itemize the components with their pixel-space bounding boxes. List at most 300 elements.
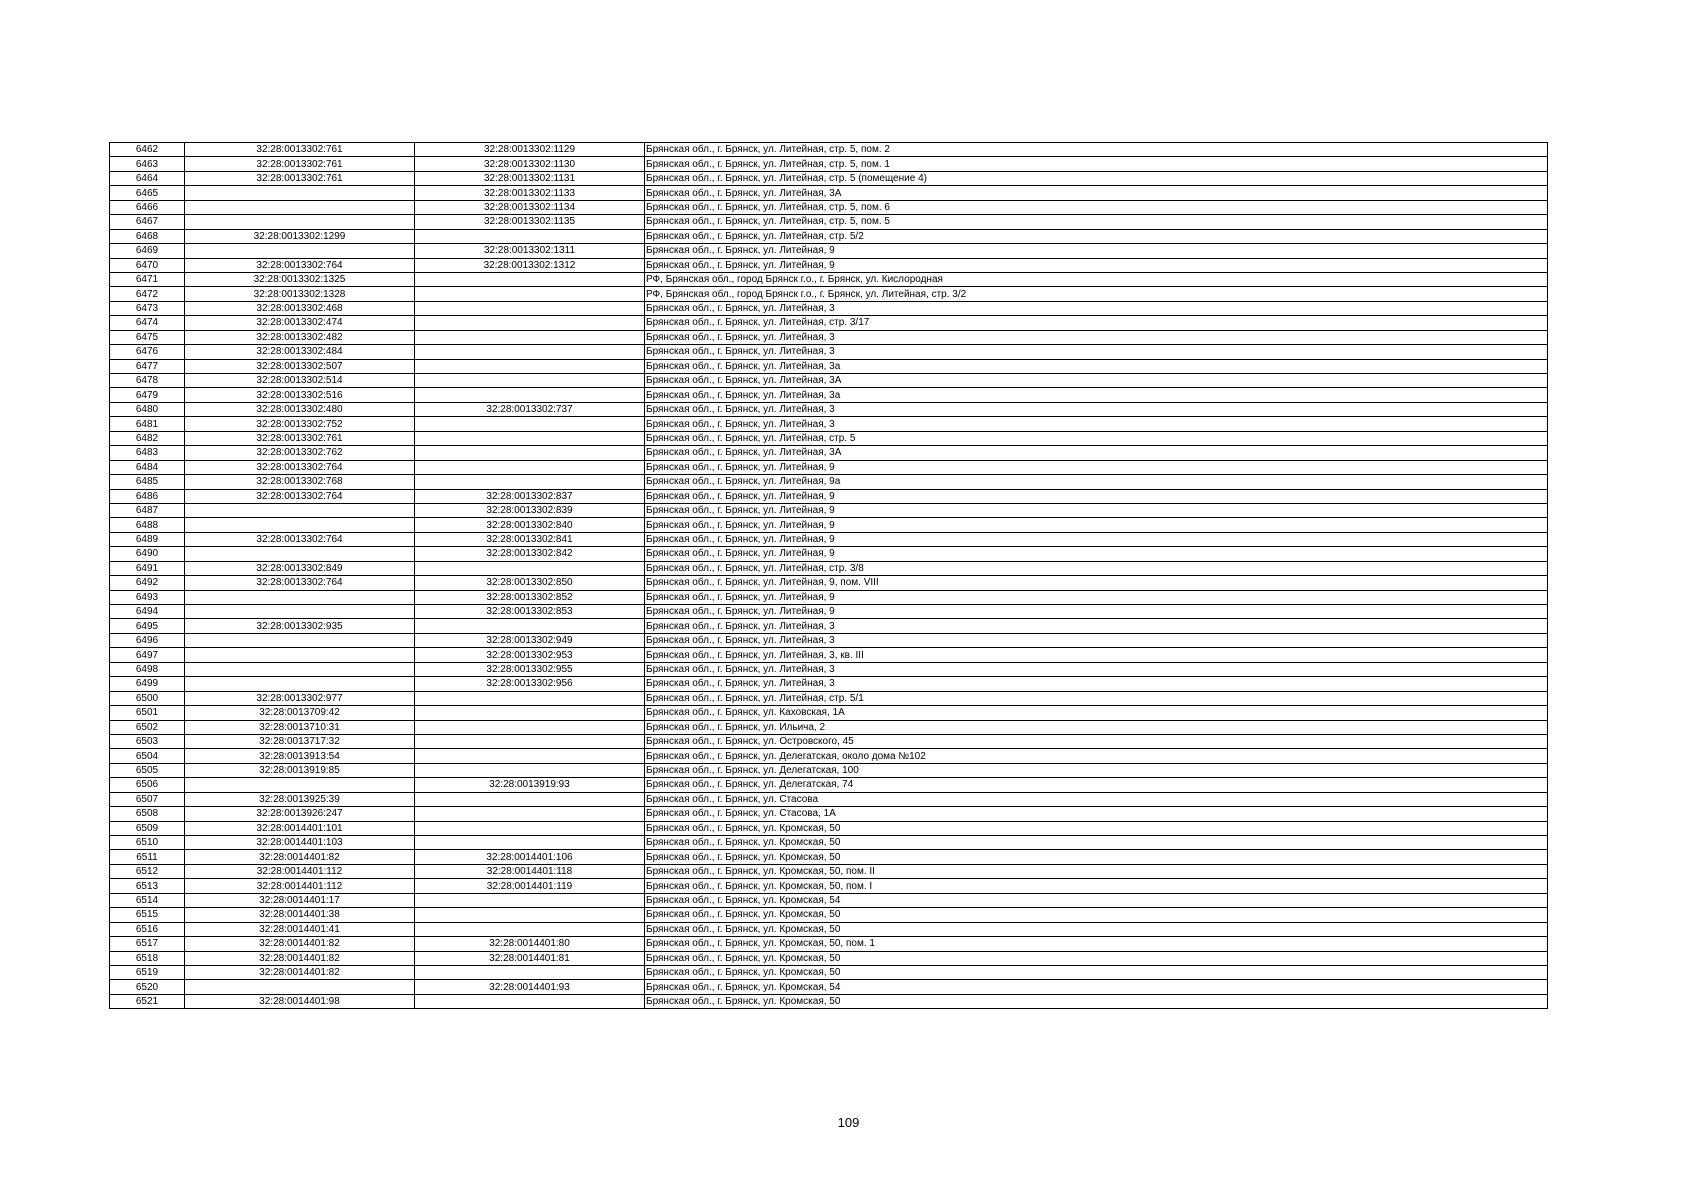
parcel-number-cell: 32:28:0014401:101 — [185, 821, 415, 835]
table-row — [110, 951, 1548, 965]
table-row — [110, 879, 1548, 893]
parcel-number-cell: 32:28:0013302:762 — [185, 446, 415, 460]
parcel-number-cell: 32:28:0014401:17 — [185, 893, 415, 907]
parcel-number-cell: 32:28:0013302:977 — [185, 691, 415, 705]
table-row — [110, 677, 1548, 691]
address-cell: Брянская обл., г. Брянск, ул. Литейная, 9 — [645, 503, 1548, 517]
row-number-cell: 6479 — [110, 388, 185, 402]
page-number: 109 — [837, 1115, 860, 1130]
row-number-cell: 6470 — [110, 258, 185, 272]
row-number-cell: 6516 — [110, 922, 185, 936]
table-row — [110, 605, 1548, 619]
row-number-cell: 6462 — [110, 143, 185, 157]
address-cell: Брянская обл., г. Брянск, ул. Ильича, 2 — [645, 720, 1548, 734]
address-cell: Брянская обл., г. Брянск, ул. Литейная, стр. 5, пом. 6 — [645, 200, 1548, 214]
object-number-cell — [415, 475, 645, 489]
table-row — [110, 994, 1548, 1008]
table-row — [110, 258, 1548, 272]
row-number-cell: 6512 — [110, 864, 185, 878]
table-row — [110, 518, 1548, 532]
address-cell: Брянская обл., г. Брянск, ул. Делегатская, 100 — [645, 763, 1548, 777]
table-row — [110, 749, 1548, 763]
row-number-cell: 6482 — [110, 431, 185, 445]
object-number-cell: 32:28:0014401:80 — [415, 937, 645, 951]
object-number-cell — [415, 272, 645, 286]
object-number-cell — [415, 836, 645, 850]
row-number-cell: 6496 — [110, 633, 185, 647]
address-cell: Брянская обл., г. Брянск, ул. Литейная, стр. 5/2 — [645, 229, 1548, 243]
row-number-cell: 6511 — [110, 850, 185, 864]
address-cell: Брянская обл., г. Брянск, ул. Литейная, стр. 5, пом. 1 — [645, 157, 1548, 171]
parcel-number-cell — [185, 186, 415, 200]
parcel-number-cell — [185, 215, 415, 229]
table-row — [110, 171, 1548, 185]
row-number-cell: 6510 — [110, 836, 185, 850]
parcel-number-cell: 32:28:0013302:764 — [185, 460, 415, 474]
object-number-cell — [415, 893, 645, 907]
row-number-cell: 6474 — [110, 316, 185, 330]
address-cell: Брянская обл., г. Брянск, ул. Стасова — [645, 792, 1548, 806]
row-number-cell: 6487 — [110, 503, 185, 517]
address-cell: Брянская обл., г. Брянск, ул. Кромская, 50, пом. I — [645, 879, 1548, 893]
object-number-cell — [415, 691, 645, 705]
row-number-cell: 6469 — [110, 244, 185, 258]
address-cell: Брянская обл., г. Брянск, ул. Кромская, 50 — [645, 850, 1548, 864]
parcel-number-cell — [185, 547, 415, 561]
address-cell: Брянская обл., г. Брянск, ул. Литейная, 3А — [645, 374, 1548, 388]
object-number-cell — [415, 763, 645, 777]
table-row — [110, 619, 1548, 633]
parcel-number-cell: 32:28:0013302:764 — [185, 576, 415, 590]
object-number-cell — [415, 316, 645, 330]
parcel-number-cell — [185, 605, 415, 619]
address-cell: Брянская обл., г. Брянск, ул. Литейная, 9 — [645, 460, 1548, 474]
parcel-number-cell: 32:28:0014401:103 — [185, 836, 415, 850]
parcel-number-cell: 32:28:0013302:752 — [185, 417, 415, 431]
parcel-number-cell: 32:28:0013302:514 — [185, 374, 415, 388]
row-number-cell: 6501 — [110, 706, 185, 720]
parcel-number-cell: 32:28:0014401:112 — [185, 879, 415, 893]
parcel-number-cell: 32:28:0013302:764 — [185, 532, 415, 546]
address-cell: Брянская обл., г. Брянск, ул. Кромская, 54 — [645, 893, 1548, 907]
address-cell: Брянская обл., г. Брянск, ул. Литейная, стр. 3/8 — [645, 561, 1548, 575]
object-number-cell — [415, 720, 645, 734]
table-row — [110, 503, 1548, 517]
row-number-cell: 6467 — [110, 215, 185, 229]
parcel-number-cell: 32:28:0013913:54 — [185, 749, 415, 763]
table-row — [110, 345, 1548, 359]
object-number-cell: 32:28:0013302:1130 — [415, 157, 645, 171]
address-cell: Брянская обл., г. Брянск, ул. Кромская, 50, пом. 1 — [645, 937, 1548, 951]
parcel-number-cell: 32:28:0013302:764 — [185, 489, 415, 503]
row-number-cell: 6493 — [110, 590, 185, 604]
address-cell: Брянская обл., г. Брянск, ул. Литейная, 3 — [645, 677, 1548, 691]
table-row — [110, 215, 1548, 229]
object-number-cell — [415, 749, 645, 763]
row-number-cell: 6480 — [110, 402, 185, 416]
parcel-number-cell: 32:28:0013717:32 — [185, 734, 415, 748]
row-number-cell: 6465 — [110, 186, 185, 200]
address-cell: Брянская обл., г. Брянск, ул. Литейная, 3А — [645, 186, 1548, 200]
object-number-cell: 32:28:0013302:852 — [415, 590, 645, 604]
address-cell: Брянская обл., г. Брянск, ул. Литейная, 3 — [645, 417, 1548, 431]
row-number-cell: 6509 — [110, 821, 185, 835]
table-row — [110, 532, 1548, 546]
object-number-cell — [415, 374, 645, 388]
address-cell: Брянская обл., г. Брянск, ул. Каховская, 1А — [645, 706, 1548, 720]
table-row — [110, 475, 1548, 489]
row-number-cell: 6503 — [110, 734, 185, 748]
table-row — [110, 720, 1548, 734]
address-cell: Брянская обл., г. Брянск, ул. Литейная, 3, кв. III — [645, 648, 1548, 662]
row-number-cell: 6495 — [110, 619, 185, 633]
address-cell: Брянская обл., г. Брянск, ул. Литейная, 9 — [645, 590, 1548, 604]
object-number-cell — [415, 417, 645, 431]
parcel-number-cell: 32:28:0013710:31 — [185, 720, 415, 734]
table-row — [110, 402, 1548, 416]
row-number-cell: 6502 — [110, 720, 185, 734]
table-row — [110, 330, 1548, 344]
table-row — [110, 821, 1548, 835]
row-number-cell: 6494 — [110, 605, 185, 619]
object-number-cell — [415, 229, 645, 243]
parcel-number-cell — [185, 244, 415, 258]
parcel-number-cell: 32:28:0013302:935 — [185, 619, 415, 633]
parcel-number-cell — [185, 662, 415, 676]
table-row — [110, 763, 1548, 777]
table-row — [110, 301, 1548, 315]
parcel-number-cell: 32:28:0014401:41 — [185, 922, 415, 936]
object-number-cell — [415, 807, 645, 821]
row-number-cell: 6505 — [110, 763, 185, 777]
address-cell: Брянская обл., г. Брянск, ул. Литейная, 3а — [645, 388, 1548, 402]
table-row — [110, 374, 1548, 388]
table-row — [110, 706, 1548, 720]
table-row — [110, 807, 1548, 821]
table-row — [110, 792, 1548, 806]
parcel-number-cell: 32:28:0013925:39 — [185, 792, 415, 806]
address-cell: Брянская обл., г. Брянск, ул. Литейная, 9 — [645, 489, 1548, 503]
row-number-cell: 6484 — [110, 460, 185, 474]
object-number-cell: 32:28:0013919:93 — [415, 778, 645, 792]
row-number-cell: 6519 — [110, 965, 185, 979]
object-number-cell — [415, 908, 645, 922]
parcel-number-cell: 32:28:0013709:42 — [185, 706, 415, 720]
object-number-cell: 32:28:0013302:1129 — [415, 143, 645, 157]
parcel-number-cell: 32:28:0013302:768 — [185, 475, 415, 489]
table-row — [110, 244, 1548, 258]
object-number-cell: 32:28:0013302:1134 — [415, 200, 645, 214]
address-cell: Брянская обл., г. Брянск, ул. Кромская, 50 — [645, 836, 1548, 850]
object-number-cell: 32:28:0013302:1135 — [415, 215, 645, 229]
row-number-cell: 6481 — [110, 417, 185, 431]
table-row — [110, 229, 1548, 243]
table-row — [110, 446, 1548, 460]
table-row — [110, 590, 1548, 604]
object-number-cell: 32:28:0013302:1312 — [415, 258, 645, 272]
object-number-cell — [415, 619, 645, 633]
table-row — [110, 850, 1548, 864]
row-number-cell: 6486 — [110, 489, 185, 503]
parcel-number-cell: 32:28:0013302:849 — [185, 561, 415, 575]
object-number-cell: 32:28:0014401:118 — [415, 864, 645, 878]
address-cell: Брянская обл., г. Брянск, ул. Кромская, 50 — [645, 821, 1548, 835]
address-cell: Брянская обл., г. Брянск, ул. Делегатская, около дома №102 — [645, 749, 1548, 763]
object-number-cell: 32:28:0013302:1131 — [415, 171, 645, 185]
table-row — [110, 662, 1548, 676]
table-row — [110, 864, 1548, 878]
address-cell: Брянская обл., г. Брянск, ул. Делегатская, 74 — [645, 778, 1548, 792]
table-row — [110, 937, 1548, 951]
object-number-cell — [415, 922, 645, 936]
table-body — [110, 143, 1548, 1009]
parcel-number-cell: 32:28:0013302:761 — [185, 143, 415, 157]
row-number-cell: 6506 — [110, 778, 185, 792]
parcel-number-cell: 32:28:0014401:82 — [185, 937, 415, 951]
address-cell: Брянская обл., г. Брянск, ул. Литейная, 3 — [645, 301, 1548, 315]
address-cell: Брянская обл., г. Брянск, ул. Литейная, стр. 3/17 — [645, 316, 1548, 330]
object-number-cell — [415, 706, 645, 720]
table-row — [110, 633, 1548, 647]
address-cell: Брянская обл., г. Брянск, ул. Литейная, 9 — [645, 547, 1548, 561]
table-row — [110, 965, 1548, 979]
parcel-number-cell: 32:28:0014401:112 — [185, 864, 415, 878]
object-number-cell — [415, 431, 645, 445]
parcel-number-cell: 32:28:0013302:761 — [185, 431, 415, 445]
parcel-number-cell: 32:28:0013302:761 — [185, 157, 415, 171]
object-number-cell: 32:28:0013302:1133 — [415, 186, 645, 200]
table-row — [110, 460, 1548, 474]
row-number-cell: 6483 — [110, 446, 185, 460]
object-number-cell: 32:28:0013302:737 — [415, 402, 645, 416]
row-number-cell: 6473 — [110, 301, 185, 315]
table-row — [110, 836, 1548, 850]
parcel-number-cell — [185, 633, 415, 647]
row-number-cell: 6513 — [110, 879, 185, 893]
address-cell: Брянская обл., г. Брянск, ул. Литейная, 3 — [645, 633, 1548, 647]
parcel-number-cell: 32:28:0013302:468 — [185, 301, 415, 315]
address-cell: Брянская обл., г. Брянск, ул. Литейная, стр. 5 — [645, 431, 1548, 445]
parcel-number-cell: 32:28:0014401:82 — [185, 965, 415, 979]
address-cell: Брянская обл., г. Брянск, ул. Литейная, 3 — [645, 330, 1548, 344]
row-number-cell: 6476 — [110, 345, 185, 359]
address-cell: Брянская обл., г. Брянск, ул. Кромская, 50 — [645, 922, 1548, 936]
table-row — [110, 489, 1548, 503]
object-number-cell: 32:28:0013302:949 — [415, 633, 645, 647]
object-number-cell: 32:28:0013302:842 — [415, 547, 645, 561]
table-row — [110, 893, 1548, 907]
object-number-cell: 32:28:0013302:955 — [415, 662, 645, 676]
object-number-cell — [415, 460, 645, 474]
object-number-cell — [415, 994, 645, 1008]
object-number-cell: 32:28:0014401:119 — [415, 879, 645, 893]
address-cell: Брянская обл., г. Брянск, ул. Литейная, 3 — [645, 402, 1548, 416]
table-row — [110, 648, 1548, 662]
row-number-cell: 6518 — [110, 951, 185, 965]
parcel-number-cell: 32:28:0013919:85 — [185, 763, 415, 777]
row-number-cell: 6504 — [110, 749, 185, 763]
table-row — [110, 157, 1548, 171]
row-number-cell: 6488 — [110, 518, 185, 532]
parcel-number-cell: 32:28:0013302:1299 — [185, 229, 415, 243]
parcel-number-cell: 32:28:0013302:764 — [185, 258, 415, 272]
table-row — [110, 922, 1548, 936]
object-number-cell — [415, 359, 645, 373]
parcel-number-cell: 32:28:0013302:484 — [185, 345, 415, 359]
object-number-cell — [415, 446, 645, 460]
cadastral-table — [109, 142, 1548, 1009]
row-number-cell: 6491 — [110, 561, 185, 575]
row-number-cell: 6520 — [110, 980, 185, 994]
row-number-cell: 6497 — [110, 648, 185, 662]
address-cell: Брянская обл., г. Брянск, ул. Литейная, стр. 5/1 — [645, 691, 1548, 705]
address-cell: Брянская обл., г. Брянск, ул. Литейная, стр. 5, пом. 2 — [645, 143, 1548, 157]
object-number-cell — [415, 561, 645, 575]
object-number-cell: 32:28:0014401:81 — [415, 951, 645, 965]
row-number-cell: 6521 — [110, 994, 185, 1008]
table-row — [110, 417, 1548, 431]
parcel-number-cell: 32:28:0013302:474 — [185, 316, 415, 330]
row-number-cell: 6490 — [110, 547, 185, 561]
table-row — [110, 431, 1548, 445]
address-cell: Брянская обл., г. Брянск, ул. Литейная, стр. 5 (помещение 4) — [645, 171, 1548, 185]
address-cell: Брянская обл., г. Брянск, ул. Литейная, 9 — [645, 605, 1548, 619]
table-row — [110, 576, 1548, 590]
address-cell: Брянская обл., г. Брянск, ул. Литейная, стр. 5, пом. 5 — [645, 215, 1548, 229]
row-number-cell: 6500 — [110, 691, 185, 705]
object-number-cell — [415, 792, 645, 806]
parcel-number-cell: 32:28:0014401:82 — [185, 951, 415, 965]
parcel-number-cell: 32:28:0014401:38 — [185, 908, 415, 922]
address-cell: Брянская обл., г. Брянск, ул. Литейная, 9 — [645, 518, 1548, 532]
object-number-cell: 32:28:0013302:1311 — [415, 244, 645, 258]
object-number-cell — [415, 345, 645, 359]
row-number-cell: 6492 — [110, 576, 185, 590]
table-row — [110, 186, 1548, 200]
address-cell: Брянская обл., г. Брянск, ул. Островского, 45 — [645, 734, 1548, 748]
object-number-cell — [415, 287, 645, 301]
address-cell: Брянская обл., г. Брянск, ул. Литейная, 3 — [645, 662, 1548, 676]
row-number-cell: 6514 — [110, 893, 185, 907]
object-number-cell — [415, 965, 645, 979]
object-number-cell: 32:28:0013302:839 — [415, 503, 645, 517]
object-number-cell: 32:28:0013302:953 — [415, 648, 645, 662]
table-row — [110, 691, 1548, 705]
address-cell: РФ, Брянская обл., город Брянск г.о., г. Брянск, ул. Литейная, стр. 3/2 — [645, 287, 1548, 301]
row-number-cell: 6508 — [110, 807, 185, 821]
address-cell: Брянская обл., г. Брянск, ул. Кромская, 50, пом. II — [645, 864, 1548, 878]
address-cell: РФ, Брянская обл., город Брянск г.о., г. Брянск, ул. Кислородная — [645, 272, 1548, 286]
parcel-number-cell: 32:28:0013926:247 — [185, 807, 415, 821]
parcel-number-cell: 32:28:0013302:516 — [185, 388, 415, 402]
parcel-number-cell: 32:28:0014401:82 — [185, 850, 415, 864]
row-number-cell: 6471 — [110, 272, 185, 286]
row-number-cell: 6468 — [110, 229, 185, 243]
parcel-number-cell: 32:28:0013302:1325 — [185, 272, 415, 286]
address-cell: Брянская обл., г. Брянск, ул. Литейная, 9 — [645, 258, 1548, 272]
parcel-number-cell — [185, 503, 415, 517]
address-cell: Брянская обл., г. Брянск, ул. Литейная, 3 — [645, 619, 1548, 633]
row-number-cell: 6498 — [110, 662, 185, 676]
row-number-cell: 6463 — [110, 157, 185, 171]
table-row — [110, 734, 1548, 748]
object-number-cell: 32:28:0013302:850 — [415, 576, 645, 590]
parcel-number-cell: 32:28:0013302:1328 — [185, 287, 415, 301]
parcel-number-cell: 32:28:0013302:482 — [185, 330, 415, 344]
parcel-number-cell: 32:28:0013302:761 — [185, 171, 415, 185]
row-number-cell: 6517 — [110, 937, 185, 951]
address-cell: Брянская обл., г. Брянск, ул. Кромская, 50 — [645, 994, 1548, 1008]
table-row — [110, 272, 1548, 286]
address-cell: Брянская обл., г. Брянск, ул. Кромская, 50 — [645, 908, 1548, 922]
table-row — [110, 908, 1548, 922]
address-cell: Брянская обл., г. Брянск, ул. Литейная, 3а — [645, 359, 1548, 373]
object-number-cell — [415, 734, 645, 748]
row-number-cell: 6477 — [110, 359, 185, 373]
row-number-cell: 6475 — [110, 330, 185, 344]
object-number-cell: 32:28:0013302:840 — [415, 518, 645, 532]
object-number-cell: 32:28:0013302:956 — [415, 677, 645, 691]
table-row — [110, 143, 1548, 157]
parcel-number-cell — [185, 648, 415, 662]
row-number-cell: 6515 — [110, 908, 185, 922]
object-number-cell — [415, 330, 645, 344]
address-cell: Брянская обл., г. Брянск, ул. Кромская, 50 — [645, 965, 1548, 979]
row-number-cell: 6478 — [110, 374, 185, 388]
table-row — [110, 561, 1548, 575]
row-number-cell: 6507 — [110, 792, 185, 806]
row-number-cell: 6499 — [110, 677, 185, 691]
address-cell: Брянская обл., г. Брянск, ул. Литейная, 9, пом. VIII — [645, 576, 1548, 590]
parcel-number-cell — [185, 518, 415, 532]
object-number-cell: 32:28:0013302:853 — [415, 605, 645, 619]
parcel-number-cell — [185, 778, 415, 792]
row-number-cell: 6466 — [110, 200, 185, 214]
object-number-cell: 32:28:0014401:106 — [415, 850, 645, 864]
address-cell: Брянская обл., г. Брянск, ул. Кромская, 54 — [645, 980, 1548, 994]
object-number-cell — [415, 388, 645, 402]
address-cell: Брянская обл., г. Брянск, ул. Литейная, 3А — [645, 446, 1548, 460]
address-cell: Брянская обл., г. Брянск, ул. Литейная, 3 — [645, 345, 1548, 359]
address-cell: Брянская обл., г. Брянск, ул. Литейная, 9 — [645, 244, 1548, 258]
address-cell: Брянская обл., г. Брянск, ул. Литейная, 9 — [645, 532, 1548, 546]
parcel-number-cell — [185, 200, 415, 214]
object-number-cell: 32:28:0013302:841 — [415, 532, 645, 546]
address-cell: Брянская обл., г. Брянск, ул. Стасова, 1А — [645, 807, 1548, 821]
row-number-cell: 6489 — [110, 532, 185, 546]
object-number-cell — [415, 301, 645, 315]
table-row — [110, 547, 1548, 561]
object-number-cell: 32:28:0014401:93 — [415, 980, 645, 994]
parcel-number-cell: 32:28:0013302:480 — [185, 402, 415, 416]
object-number-cell: 32:28:0013302:837 — [415, 489, 645, 503]
parcel-number-cell: 32:28:0013302:507 — [185, 359, 415, 373]
parcel-number-cell — [185, 980, 415, 994]
object-number-cell — [415, 821, 645, 835]
row-number-cell: 6485 — [110, 475, 185, 489]
row-number-cell: 6464 — [110, 171, 185, 185]
table-row — [110, 200, 1548, 214]
parcel-number-cell: 32:28:0014401:98 — [185, 994, 415, 1008]
table-row — [110, 287, 1548, 301]
table-row — [110, 388, 1548, 402]
table-row — [110, 316, 1548, 330]
row-number-cell: 6472 — [110, 287, 185, 301]
parcel-number-cell — [185, 677, 415, 691]
table-row — [110, 359, 1548, 373]
address-cell: Брянская обл., г. Брянск, ул. Кромская, 50 — [645, 951, 1548, 965]
parcel-number-cell — [185, 590, 415, 604]
